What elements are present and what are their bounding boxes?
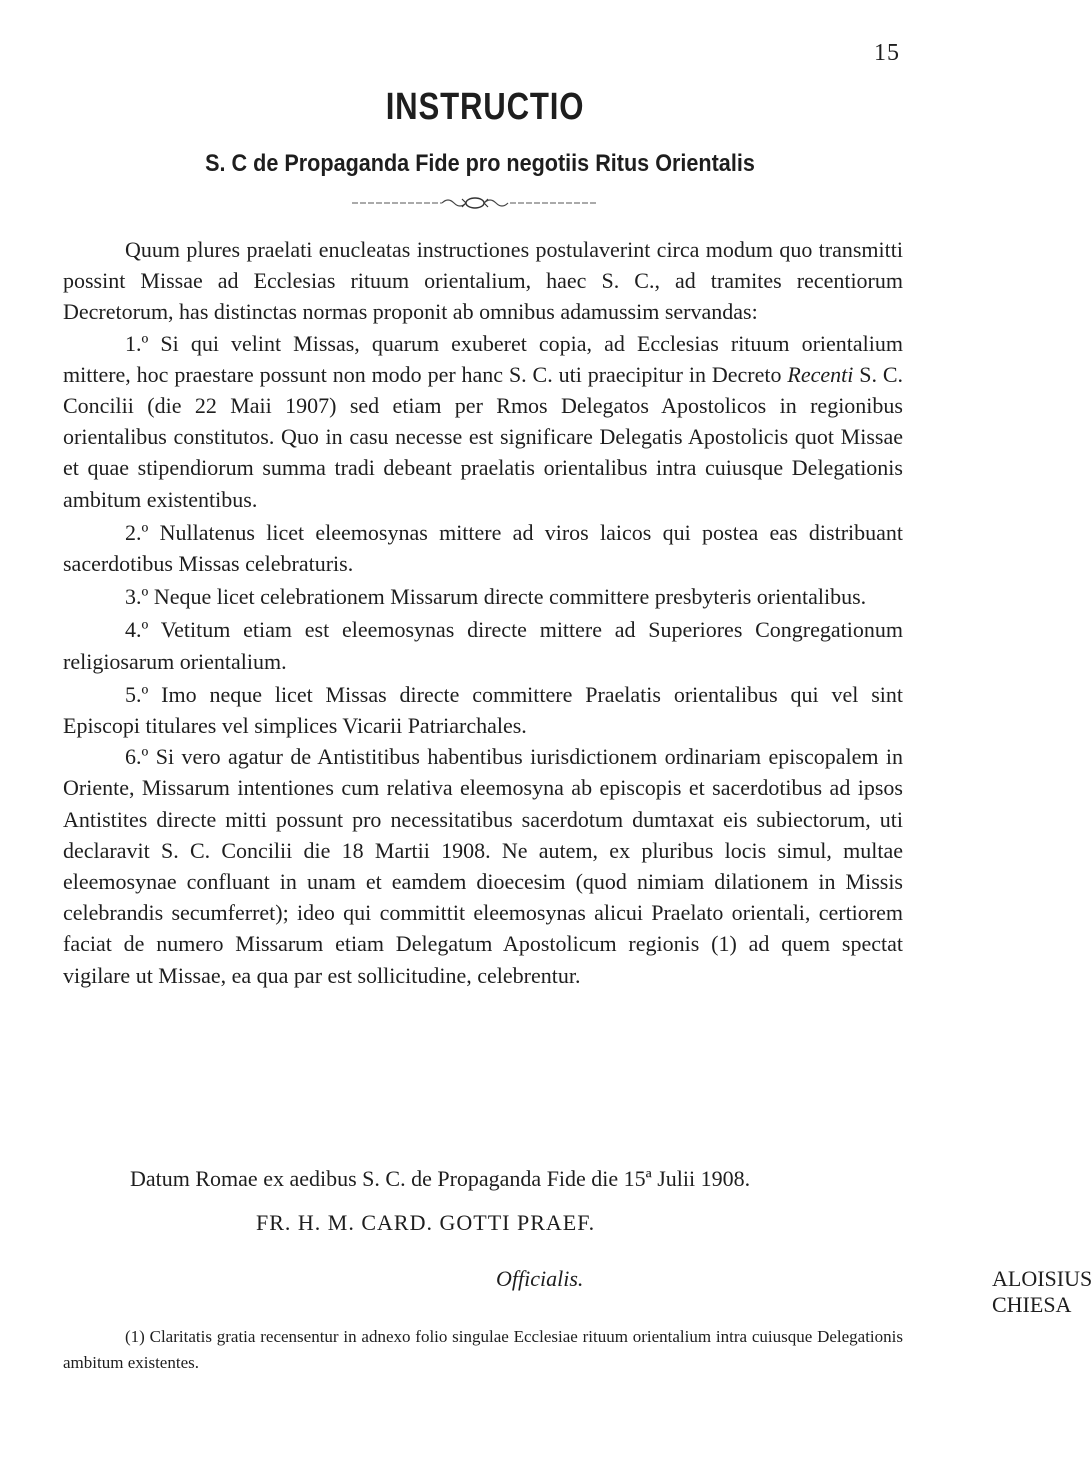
- rule-text-2: Nullatenus licet eleemosynas mittere ad viros laicos qui postea eas distribuant sacerdotibus Missas celebraturis.: [63, 519, 904, 577]
- rule-item-6: [63, 741, 903, 991]
- decree-name: Recenti: [787, 361, 854, 387]
- rule-text-4: Vetitum etiam est eleemosynas directe mittere ad Superiores Congregationum religiosarum orientalium.: [63, 617, 904, 674]
- document-body: [63, 234, 903, 991]
- footnote-marker: (1): [125, 1327, 145, 1346]
- rule-item-2: [63, 517, 903, 579]
- rule-number-1: 1.º: [125, 330, 149, 356]
- cardinal-name: FR. H. M. CARD. GOTTI PRAEF.: [256, 1210, 596, 1235]
- official-line: [496, 1266, 1092, 1317]
- footnote: [63, 1324, 903, 1376]
- intro-paragraph: Quum plures praelati enucleatas instructiones postulaverint circa modum quo transmitti possint Missae ad Ecclesias rituum orientalium, haec S. C., ad tramites recentiorum Decretorum, has distinctas normas proponit ab omnibus adamussim servandas:: [63, 237, 903, 325]
- rule-number-2: 2.º: [125, 519, 149, 545]
- rule-number-4: 4.º: [125, 617, 149, 643]
- official-name: ALOISIUS CHIESA: [992, 1266, 1092, 1317]
- rule-item-3: [63, 581, 903, 612]
- official-title: Officialis.: [496, 1266, 584, 1291]
- rule-item-4: [63, 614, 903, 676]
- rule-text-5: Imo neque licet Missas directe committere Praelatis orientalibus qui vel sint Episcopi titulares vel simplices Vicarii Patriarchales.: [63, 681, 903, 739]
- footnote-text: Claritatis gratia recensentur in adnexo folio singulae Ecclesiae rituum orientalium intra cuiusque Delegationis ambitum existentes.: [63, 1327, 903, 1372]
- dated-text: Datum Romae ex aedibus S. C. de Propaganda Fide die 15ª Julii 1908.: [130, 1166, 751, 1191]
- ornament-divider-icon: [350, 193, 600, 213]
- rule-text-3: Neque licet celebrationem Missarum directe committere presbyteris orientalibus.: [153, 584, 867, 610]
- rule-item-1: [63, 328, 903, 515]
- page-number: 15: [874, 40, 900, 66]
- rule-number-3: 3.º: [125, 584, 149, 610]
- rule-number-6: 6.º: [125, 744, 149, 770]
- rule-number-5: 5.º: [125, 681, 149, 707]
- rule-text-6: Si vero agatur de Antistitibus habentibus iurisdictionem ordinariam episcopalem in Oriente, Missarum intentiones cum relativa eleemosyna ab episcopis et sacerdotibus ad ipsos Antistites directe mitti possunt pro necessitatibus sacerdotum dumtaxat eis subiectorum, uti declaravit S. C. Concilii die 18 Martii 1908. Ne autem, ex pluribus locis simul, multae eleemosynae confluant in unam et eamdem dioecesim (quod nimiam dilationem in Missis celebrandis secumferret); ideo qui committit eleemosynas alicui Praelato orientali, certiorem faciat de numero Missarum etiam Delegatum Apostolicum regionis (1) ad quem spectat vigilare ut Missae, ea qua par est sollicitudine, celebrentur.: [63, 744, 903, 988]
- rule-item-5: [63, 679, 903, 741]
- page-title: INSTRUCTIO: [385, 86, 585, 128]
- page-subtitle: S. C de Propaganda Fide pro negotiis Ritus Orientalis: [205, 150, 755, 177]
- rule-text-1a: Si qui velint Missas, quarum exuberet copia, ad Ecclesias rituum orientalium mittere, hoc praestare possunt non modo per hanc S. C. uti praecipitur in Decreto: [63, 330, 904, 387]
- rule-text-1b: S. C. Concilii (die 22 Maii 1907) sed etiam per Rmos Delegatos Apostolicos in regionibus orientalibus constitutos. Quo in casu necesse est significare Delegatis Apostolicis quot Missae et quae stipendiorum summa tradi debeant praelatis orientalibus intra cuiusque Delegationis ambitum existentibus.: [63, 361, 904, 512]
